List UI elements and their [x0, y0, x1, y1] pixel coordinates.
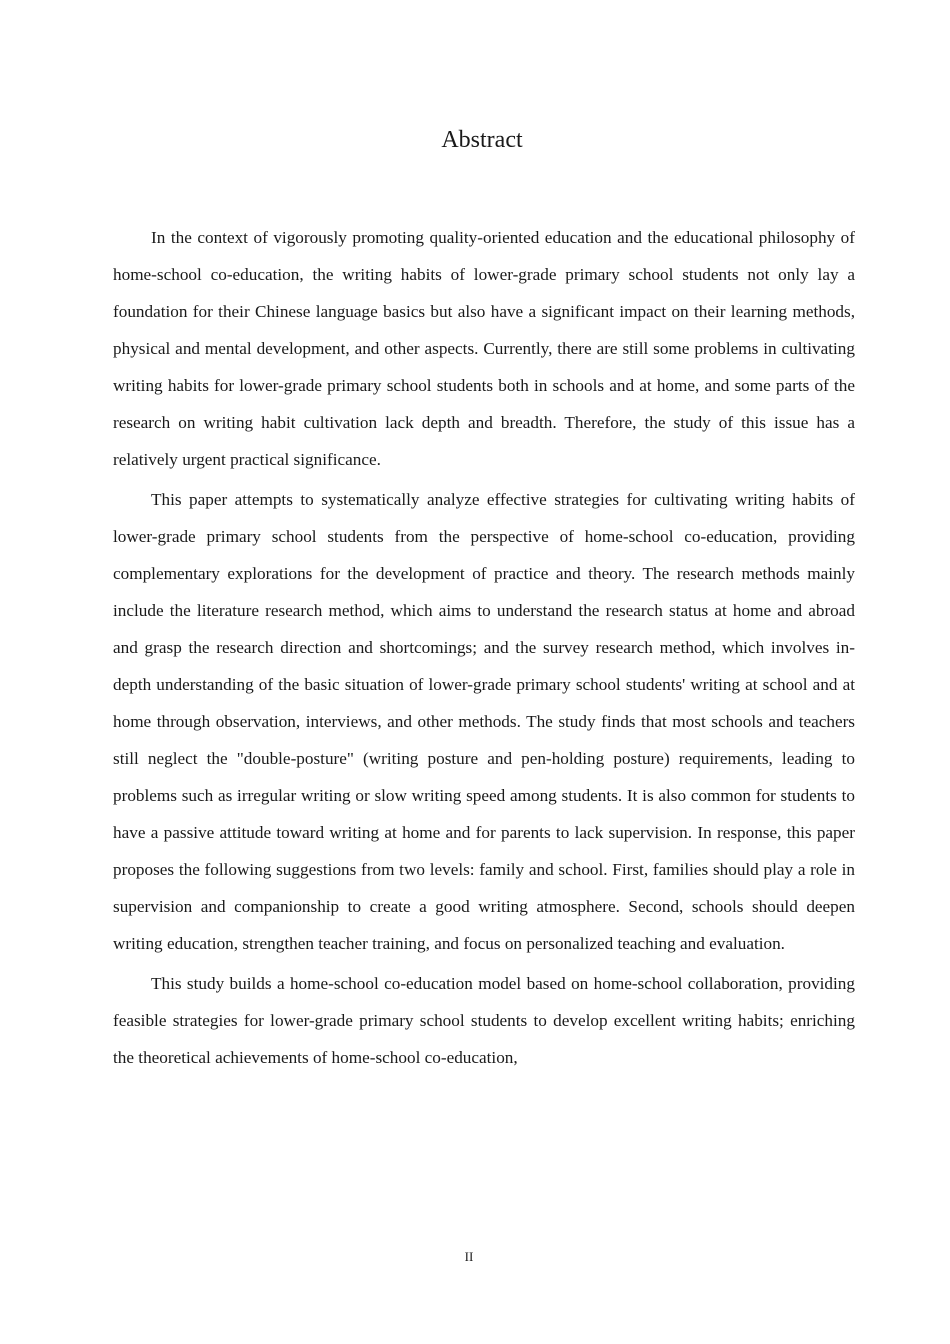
abstract-title: Abstract: [441, 127, 523, 153]
abstract-body: [113, 219, 855, 1079]
abstract-paragraph-3: This study builds a home-school co-education model based on home-school collaboration, providing feasible strategies for lower-grade primary school students to develop excellent writing habits; enriching the theoretical achievements of home-school co-education,: [113, 974, 855, 1067]
abstract-paragraph-1: In the context of vigorously promoting quality-oriented education and the educational philosophy of home-school co-education, the writing habits of lower-grade primary school students not only lay a foundation for their Chinese language basics but also have a significant impact on their learning methods, physical and mental development, and other aspects. Currently, there are still some problems in cultivating writing habits for lower-grade primary school students both in schools and at home, and some parts of the research on writing habit cultivation lack depth and breadth. Therefore, the study of this issue has a relatively urgent practical significance.: [113, 228, 855, 469]
abstract-paragraph-2: This paper attempts to systematically analyze effective strategies for cultivating writing habits of lower-grade primary school students from the perspective of home-school co-education, providing complementary explorations for the development of practice and theory. The research methods mainly include the literature research method, which aims to understand the research status at home and abroad and grasp the research direction and shortcomings; and the survey research method, which involves in-depth understanding of the basic situation of lower-grade primary school students' writing at school and at home through observation, interviews, and other methods. The study finds that most schools and teachers still neglect the "double-posture" (writing posture and pen-holding posture) requirements, leading to problems such as irregular writing or slow writing speed among students. It is also common for students to have a passive attitude toward writing at home and for parents to lack supervision. In response, this paper proposes the following suggestions from two levels: family and school. First, families should play a role in supervision and companionship to create a good writing atmosphere. Second, schools should deepen writing education, strengthen teacher training, and focus on personalized teaching and evaluation.: [113, 490, 855, 953]
page-number: II: [464, 1249, 474, 1264]
